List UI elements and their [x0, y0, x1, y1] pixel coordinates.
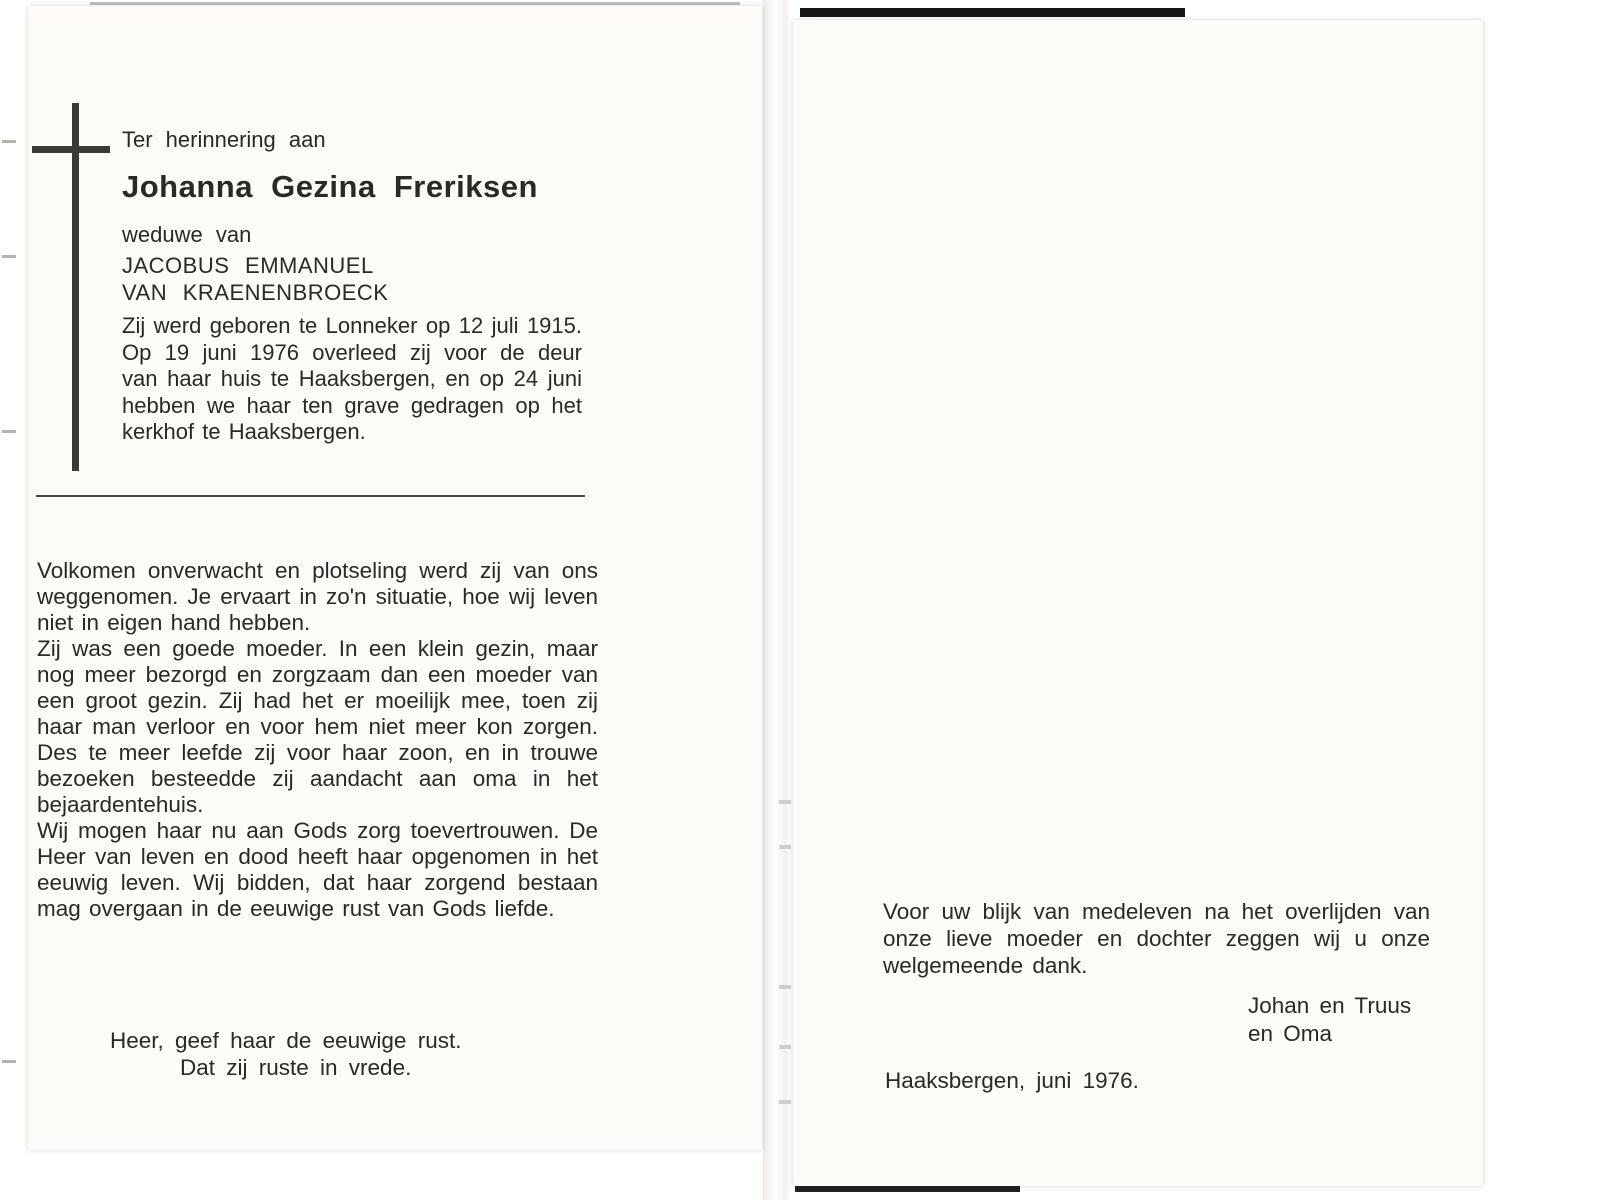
signature-line-2: en Oma — [1248, 1021, 1333, 1046]
scan-noise — [2, 1060, 16, 1063]
scan-artifact-top-left — [90, 2, 740, 5]
memorial-paragraph: Volkomen onverwacht en plotseling werd zij van ons weggenomen. Je ervaart in zo'n situatie, hoe wij leven niet in eigen hand hebben. — [37, 558, 598, 635]
scan-noise — [2, 430, 16, 433]
cross-vertical-bar — [72, 103, 79, 471]
intro-text: Ter herinnering aan — [122, 127, 326, 152]
widow-of-label: weduwe van — [122, 222, 252, 247]
biography-paragraph: Zij werd geboren te Lonneker op 12 juli 1915. Op 19 juni 1976 overleed zij voor de deur van haar huis te Haaksbergen, en op 24 juni hebben we haar ten grave gedragen op het kerkhof te Haaksbergen. — [122, 313, 582, 444]
signature-block — [1248, 992, 1411, 1048]
scan-noise — [779, 800, 791, 804]
memorial-paragraph: Zij was een goede moeder. In een klein gezin, maar nog meer bezorgd en zorgzaam dan een moeder van een groot gezin. Zij had het er moeilijk mee, toen zij haar man verloor en voor hem niet meer kon zorgen. Des te meer leefde zij voor haar zoon, en in trouwe bezoeken besteedde zij aandacht aan oma in het bejaardentehuis. — [37, 636, 598, 817]
thank-you-paragraph: Voor uw blijk van medeleven na het overlijden van onze lieve moeder en dochter zeggen wij u onze welgemeende dank. — [883, 899, 1430, 978]
deceased-name: Johanna Gezina Freriksen — [122, 169, 538, 204]
page-gap-shadow — [763, 0, 791, 1200]
signature-line-1: Johan en Truus — [1248, 993, 1412, 1018]
scan-noise — [2, 140, 16, 143]
scan-noise — [779, 1100, 791, 1104]
memorial-text — [37, 558, 598, 922]
husband-name-line1: JACOBUS EMMANUEL — [122, 253, 374, 278]
place-date-line: Haaksbergen, juni 1976. — [885, 1068, 1139, 1093]
memorial-card-back — [793, 20, 1483, 1186]
memorial-paragraph: Wij mogen haar nu aan Gods zorg toevertrouwen. De Heer van leven en dood heeft haar opgenomen in het eeuwig leven. Wij bidden, dat haar zorgend bestaan mag overgaan in de eeuwige rust van Gods liefde. — [37, 818, 598, 921]
scan-noise — [779, 1045, 791, 1049]
husband-name — [122, 252, 388, 306]
scan-noise — [2, 255, 16, 258]
prayer-line-1: Heer, geef haar de eeuwige rust. — [110, 1028, 462, 1053]
scan-artifact-bottom — [795, 1186, 1020, 1192]
scan-artifact-top-right — [800, 8, 1185, 17]
husband-name-line2: VAN KRAENENBROECK — [122, 280, 389, 305]
scan-noise — [779, 985, 791, 989]
prayer-line-2: Dat zij ruste in vrede. — [180, 1055, 412, 1080]
divider-rule — [36, 495, 585, 497]
memorial-card-front — [28, 6, 762, 1150]
cross-horizontal-bar — [32, 146, 110, 153]
scan-noise — [779, 845, 791, 849]
